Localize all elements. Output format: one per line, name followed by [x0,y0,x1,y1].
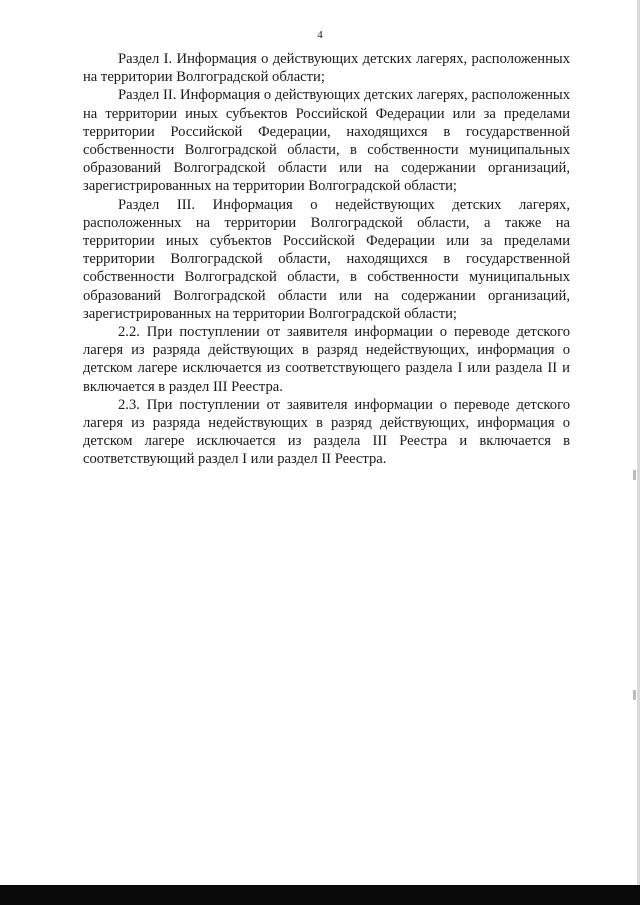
paragraph-section-2: Раздел II. Информация о действующих детских лагерях, расположенных на территории иных субъектов Российской Федерации или за пределами территории Российской Федерации, находящихся в государственной собственности Волгоградской области, в собственности муниципальных образований Волгоградской области или на содержании организаций, зарегистрированных на территории Волгоградской области; [83,87,570,195]
document-body [83,50,570,469]
paragraph-clause-2-3: 2.3. При поступлении от заявителя информации о переводе детского лагеря из разряда недействующих в разряд действующих, информация о детском лагере исключается из раздела III Реестра и включается в соответствующий раздел I или раздел II Реестра. [83,396,570,468]
scan-edge-mark [633,470,636,480]
page-number: 4 [317,29,323,41]
paragraph-clause-2-2: 2.2. При поступлении от заявителя информации о переводе детского лагеря из разряда действующих в разряд недействующих, информация о детском лагере исключается из соответствующего раздела I или раздела II и включается в раздел III Реестра. [83,324,570,395]
paragraph-section-3: Раздел III. Информация о недействующих детских лагерях, расположенных на территории Волгоградской области, а также на территории иных субъектов Российской Федерации или за пределами территории Волгоградской области, находящихся в государственной собственности Волгоградской области, в собственности муниципальных образований Волгоградской области или на содержании организаций, зарегистрированных на территории Волгоградской области; [83,196,570,322]
scan-edge-mark [633,690,636,700]
paragraph-section-1: Раздел I. Информация о действующих детских лагерях, расположенных на территории Волгоградской области; [83,51,570,86]
scan-bottom-border [0,885,640,905]
